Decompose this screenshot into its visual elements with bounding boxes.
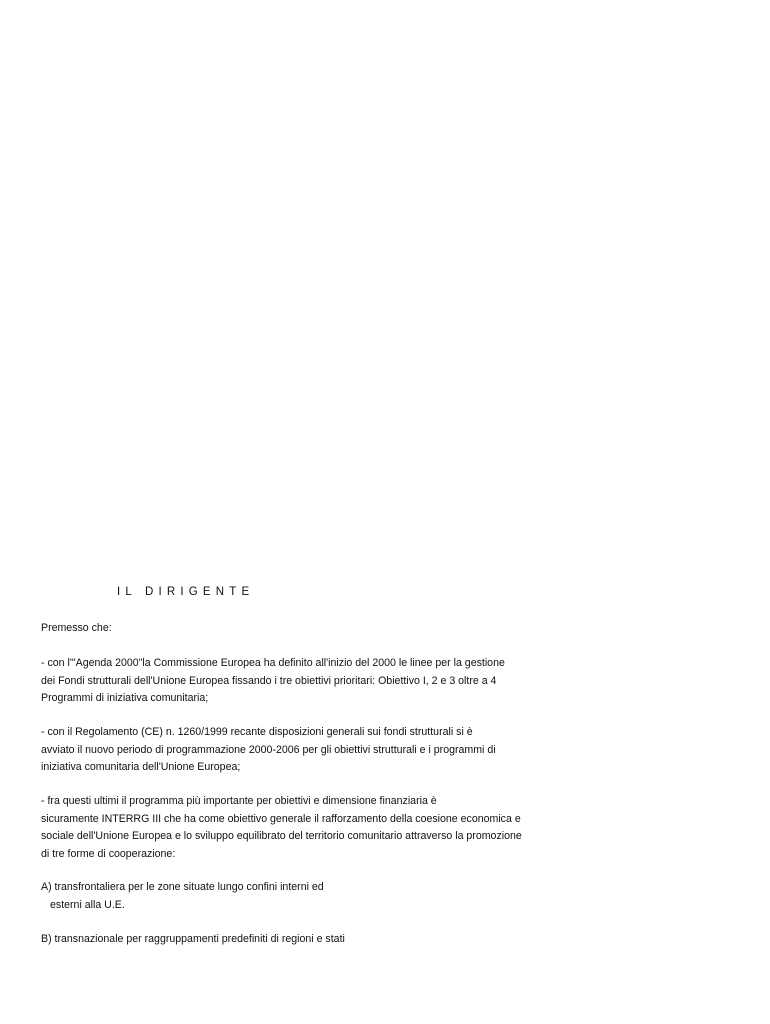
paragraph-interreg [41, 793, 621, 863]
paragraph-cooperation-b [41, 931, 621, 949]
paragraph-line: dei Fondi strutturali dell'Unione Europea fissando i tre obiettivi prioritari: Obiettivo I, 2 e 3 oltre a 4 [41, 674, 497, 687]
paragraph-line: sicuramente INTERRG III che ha come obiettivo generale il rafforzamento della coesione economica e [41, 812, 521, 825]
paragraph-line: di tre forme di cooperazione: [41, 847, 176, 860]
paragraph-line: - con l'"Agenda 2000"la Commissione Europea ha definito all'inizio del 2000 le linee per la gestione [41, 657, 505, 669]
paragraph-agenda-2000 [41, 655, 621, 708]
intro-line: Premesso che: [41, 622, 112, 634]
paragraph-line: Programmi di iniziativa comunitaria; [41, 692, 209, 705]
paragraph-line: iniziativa comunitaria dell'Unione Europea; [41, 761, 241, 774]
paragraph-line: sociale dell'Unione Europea e lo sviluppo equilibrato del territorio comunitario attraverso la promozione [41, 830, 522, 843]
paragraph-regolamento [41, 724, 621, 777]
intro-paragraph [41, 620, 621, 638]
paragraph-line: A) transfrontaliera per le zone situate lungo confini interni ed [41, 881, 324, 893]
document-heading: IL DIRIGENTE [117, 586, 255, 598]
paragraph-line: - con il Regolamento (CE) n. 1260/1999 recante disposizioni generali sui fondi strutturali si è [41, 726, 473, 738]
paragraph-line: avviato il nuovo periodo di programmazione 2000-2006 per gli obiettivi strutturali e i programmi di [41, 743, 496, 756]
paragraph-line: - fra questi ultimi il programma più importante per obiettivi e dimensione finanziaria è [41, 795, 437, 807]
paragraph-line: esterni alla U.E. [50, 898, 125, 911]
paragraph-cooperation-a [41, 879, 621, 914]
paragraph-line: B) transnazionale per raggruppamenti predefiniti di regioni e stati [41, 933, 345, 945]
